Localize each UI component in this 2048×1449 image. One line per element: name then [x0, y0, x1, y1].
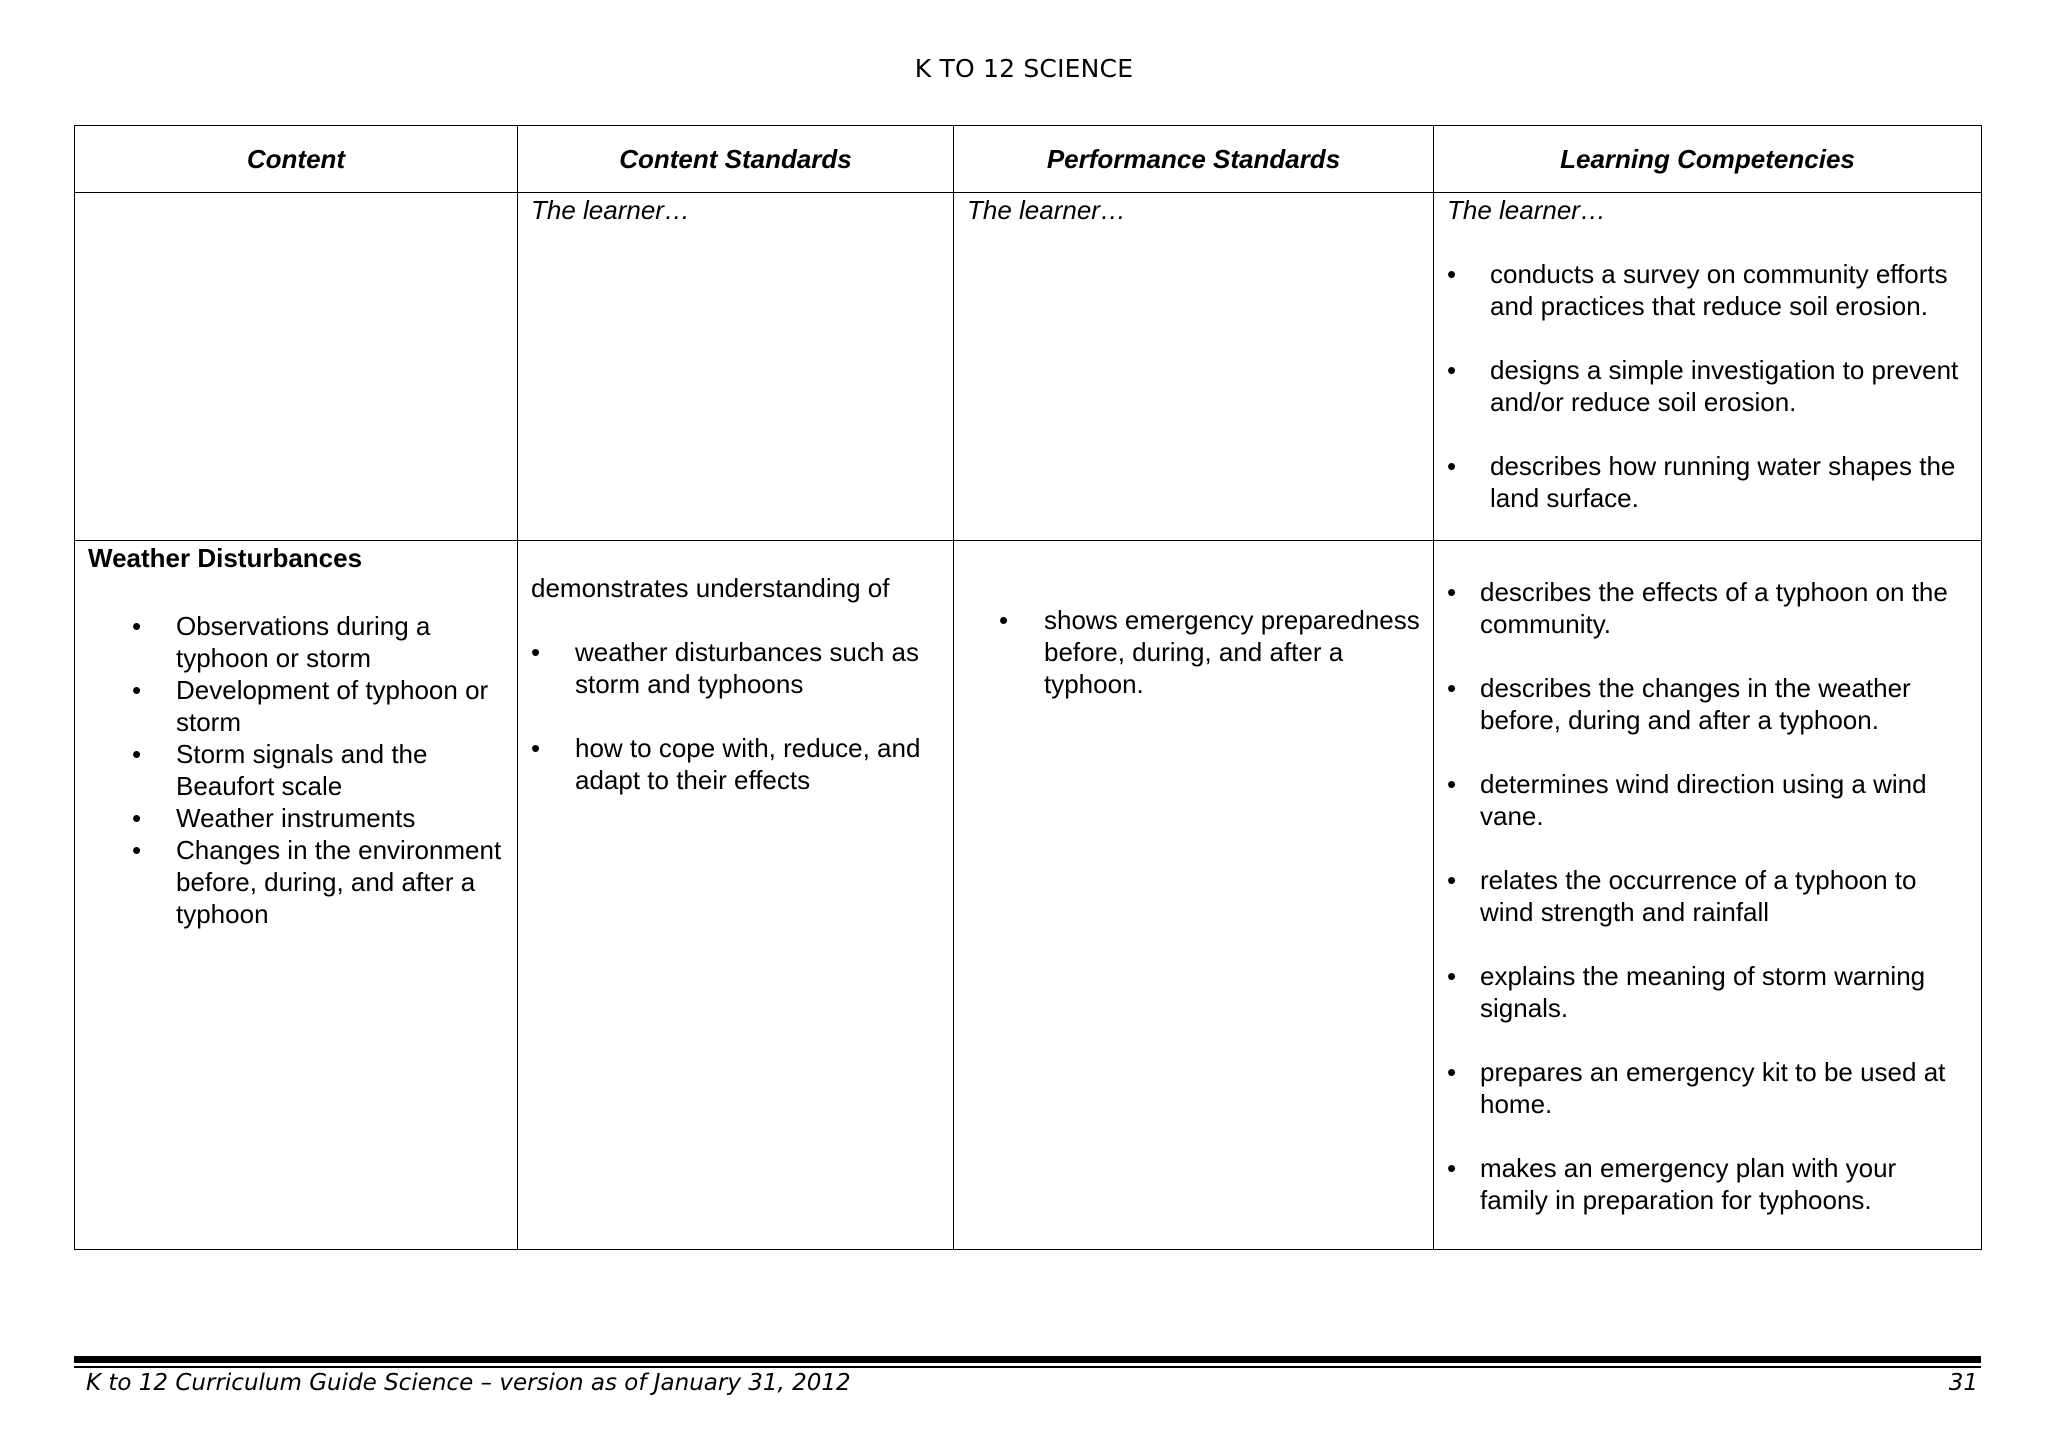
content-item-text: Changes in the environment before, during, and after a typhoon — [176, 835, 502, 929]
page-number: 31 — [1948, 1370, 1978, 1396]
performance-standards-cell — [954, 541, 1434, 1250]
content-standards-cell — [518, 541, 954, 1250]
bullet-icon: • — [1447, 355, 1457, 385]
list-item — [1447, 450, 1968, 514]
content-item-text: Storm signals and the Beaufort scale — [176, 739, 428, 801]
competency-text: explains the meaning of storm warning signals. — [1480, 961, 1926, 1023]
curriculum-table — [74, 125, 1982, 1250]
competency-list — [1447, 542, 1968, 1216]
table-header-row — [75, 126, 1982, 193]
competency-text: describes the effects of a typhoon on the community. — [1480, 577, 1948, 639]
column-header-content-standards: Content Standards — [518, 126, 954, 193]
content-item-text: Weather instruments — [176, 803, 416, 833]
column-header-content: Content — [75, 126, 518, 193]
bullet-icon: • — [132, 739, 142, 769]
footer-rule — [74, 1356, 1981, 1363]
learning-competencies-cell — [1434, 193, 1982, 541]
standard-text: how to cope with, reduce, and adapt to their effects — [575, 733, 921, 795]
table-row — [75, 193, 1982, 541]
list-item — [1447, 354, 1968, 418]
list-item — [1447, 576, 1968, 640]
list-item — [967, 604, 1420, 700]
competency-list — [1447, 258, 1968, 514]
learner-intro: The learner… — [1447, 195, 1606, 225]
bullet-icon: • — [132, 835, 142, 865]
column-header-performance-standards: Performance Standards — [954, 126, 1434, 193]
bullet-icon: • — [132, 803, 142, 833]
competency-text: prepares an emergency kit to be used at home. — [1480, 1057, 1946, 1119]
bullet-icon: • — [531, 733, 541, 763]
learner-intro: The learner… — [531, 195, 690, 225]
performance-standards-list — [967, 542, 1420, 700]
list-item — [1447, 960, 1968, 1024]
competency-text: describes how running water shapes the land surface. — [1490, 451, 1956, 513]
page-header: K TO 12 SCIENCE — [914, 54, 1134, 83]
bullet-icon: • — [132, 675, 142, 705]
table-row — [75, 541, 1982, 1250]
list-item — [531, 732, 940, 796]
content-standards-cell — [518, 193, 954, 541]
list-item — [1447, 768, 1968, 832]
bullet-icon: • — [1447, 961, 1457, 991]
content-list — [88, 610, 504, 930]
competency-text: describes the changes in the weather before, during and after a typhoon. — [1480, 673, 1911, 735]
bullet-icon: • — [1447, 865, 1457, 895]
bullet-icon: • — [1447, 1057, 1457, 1087]
content-item-text: Development of typhoon or storm — [176, 675, 489, 737]
bullet-icon: • — [132, 611, 142, 641]
bullet-icon: • — [1447, 673, 1457, 703]
column-header-learning-competencies: Learning Competencies — [1434, 126, 1982, 193]
bullet-icon: • — [999, 605, 1009, 635]
list-item — [531, 636, 940, 700]
list-item — [1447, 672, 1968, 736]
bullet-icon: • — [531, 637, 541, 667]
learning-competencies-cell — [1434, 541, 1982, 1250]
footer-text: K to 12 Curriculum Guide Science – version as of January 31, 2012 — [86, 1370, 851, 1396]
standard-text: weather disturbances such as storm and typhoons — [575, 637, 919, 699]
competency-text: designs a simple investigation to prevent and/or reduce soil erosion. — [1490, 355, 1959, 417]
bullet-icon: • — [1447, 769, 1457, 799]
learner-intro: The learner… — [967, 195, 1126, 225]
list-item — [88, 674, 504, 738]
content-item-text: Observations during a typhoon or storm — [176, 611, 431, 673]
bullet-icon: • — [1447, 259, 1457, 289]
list-item — [1447, 864, 1968, 928]
bullet-icon: • — [1447, 451, 1457, 481]
standard-text: shows emergency preparedness before, during, and after a typhoon. — [1044, 605, 1420, 699]
bullet-icon: • — [1447, 1153, 1457, 1183]
competency-text: relates the occurrence of a typhoon to wind strength and rainfall — [1480, 865, 1917, 927]
list-item — [88, 738, 504, 802]
competency-text: conducts a survey on community efforts and practices that reduce soil erosion. — [1490, 259, 1948, 321]
content-standards-list — [531, 636, 940, 796]
list-item — [88, 834, 504, 930]
list-item — [88, 610, 504, 674]
list-item — [1447, 258, 1968, 322]
content-cell — [75, 193, 518, 541]
list-item — [1447, 1152, 1968, 1216]
performance-standards-cell — [954, 193, 1434, 541]
competency-text: makes an emergency plan with your family in preparation for typhoons. — [1480, 1153, 1897, 1215]
competency-text: determines wind direction using a wind vane. — [1480, 769, 1927, 831]
content-cell — [75, 541, 518, 1250]
list-item — [1447, 1056, 1968, 1120]
bullet-icon: • — [1447, 577, 1457, 607]
content-standards-intro: demonstrates understanding of — [531, 573, 890, 603]
list-item — [88, 802, 504, 834]
content-title: Weather Disturbances — [88, 543, 363, 573]
